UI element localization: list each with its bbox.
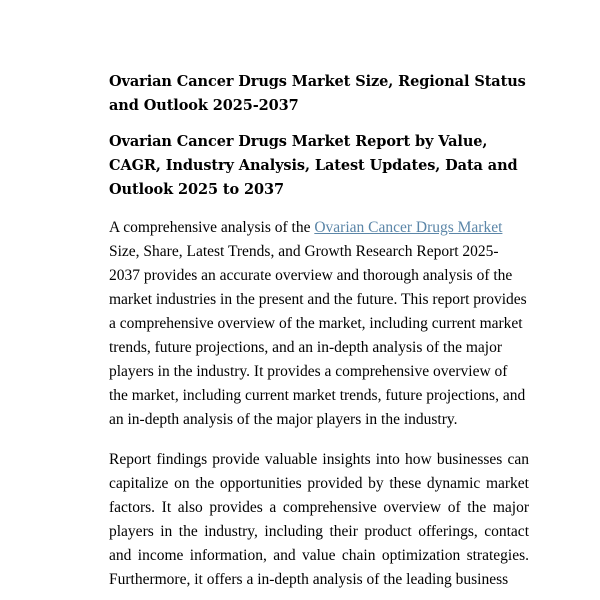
paragraph-findings: Report findings provide valuable insights into how businesses can capitalize on the opportunities provided by these dynamic market factors. It also provides a comprehensive overview of the major players in the industry, including their product offerings, contact and income information, and value chain optimization strategies. Furthermore, it offers a in-depth analysis of the leading business: [109, 451, 529, 588]
paragraph-intro-rest: Size, Share, Latest Trends, and Growth Research Report 2025-2037 provides an accurate overview and thorough analysis of the market industries in the present and the future. This report provides a comprehensive overview of the market, including current market trends, future projections, and an in-depth analysis of the major players in the industry. It provides a comprehensive overview of the market, including current market trends, future projections, and an in-depth analysis of the major players in the industry.: [109, 243, 527, 428]
document-content: [109, 70, 529, 592]
paragraph-intro: [109, 216, 529, 432]
document-subtitle: Ovarian Cancer Drugs Market Report by Value, CAGR, Industry Analysis, Latest Updates, Data and Outlook 2025 to 2037: [109, 133, 518, 198]
document-title: Ovarian Cancer Drugs Market Size, Regional Status and Outlook 2025-2037: [109, 73, 526, 114]
paragraph-intro-lead: A comprehensive analysis of the: [109, 219, 315, 236]
market-report-link[interactable]: Ovarian Cancer Drugs Market: [314, 219, 503, 236]
